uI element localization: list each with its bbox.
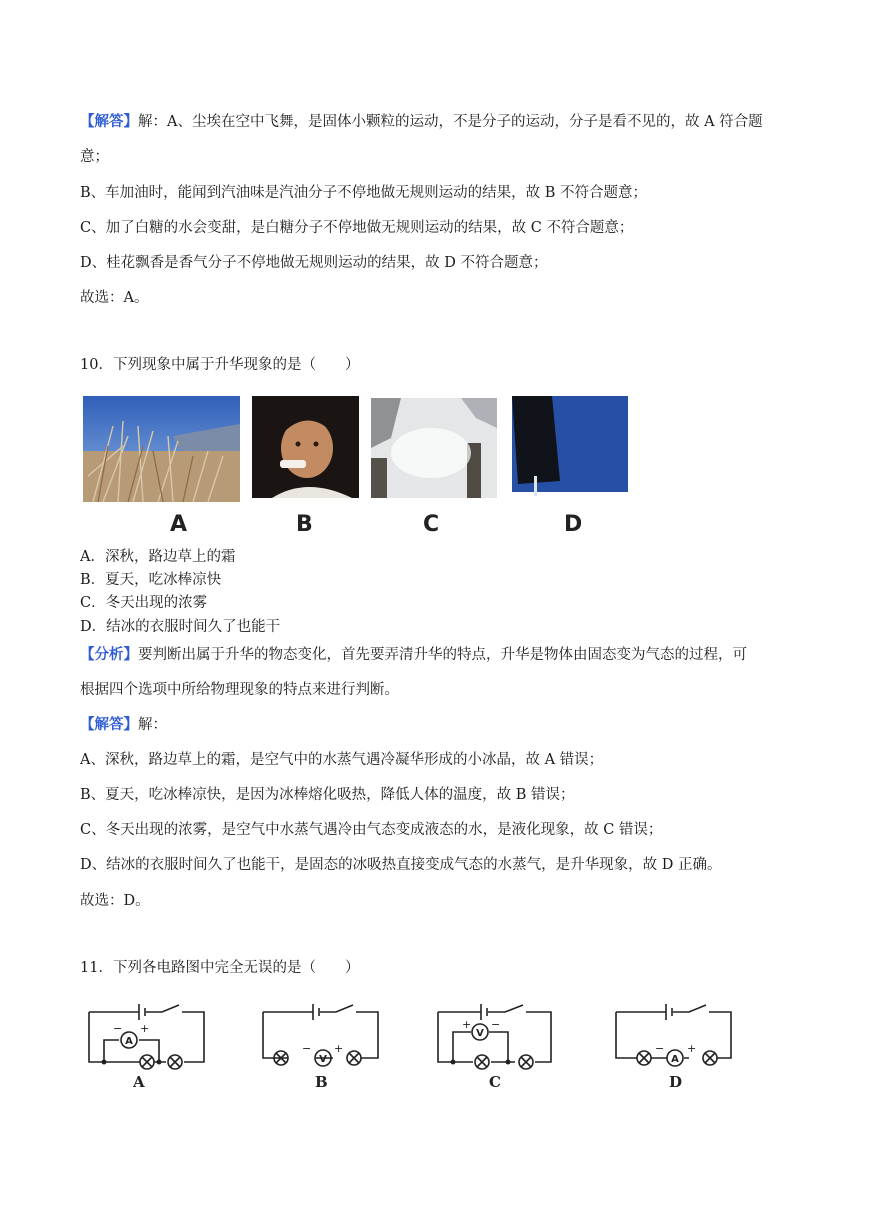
- analysis-tag: 【分析】: [80, 646, 138, 663]
- q10-answer-line-a: A、深秋，路边草上的霜，是空气中的水蒸气遇冷凝华形成的小冰晶，故 A 错误；: [80, 752, 604, 768]
- circuit-label-d: D: [669, 1073, 683, 1091]
- meter-symbol-b: V: [319, 1054, 327, 1065]
- minus-sign-a: −: [113, 1022, 123, 1035]
- q10-answer-line-c: C、冬天出现的浓雾，是空气中水蒸气遇冷由气态变成液态的水，是液化现象，故 C 错误；: [80, 822, 663, 838]
- q9-answer-line-1: 【解答】解：A、尘埃在空中飞舞，是固体小颗粒的运动，不是分子的运动，分子是看不见的，故 A 符合题: [80, 113, 763, 130]
- plus-sign-d: +: [687, 1042, 697, 1055]
- q9-choice: 故选：A。: [80, 290, 149, 306]
- photo-frozen-clothes: [512, 396, 628, 498]
- meter-symbol-a: A: [125, 1036, 133, 1047]
- q9-answer-line-2: B、车加油时，能闻到汽油味是汽油分子不停地做无规则运动的结果，故 B 不符合题意；: [80, 185, 648, 201]
- q10-choice: 故选：D。: [80, 893, 150, 909]
- circuit-label-a: A: [133, 1073, 145, 1091]
- q9-answer-line-1b: 意；: [80, 149, 109, 165]
- photo-frost-grass: [83, 396, 240, 502]
- photo-label-c: C: [423, 512, 440, 537]
- circuit-diagram-b: [258, 1000, 383, 1072]
- q9-answer-line-4: D、桂花飘香是香气分子不停地做无规则运动的结果，故 D 不符合题意；: [80, 255, 548, 271]
- plus-sign-a: +: [140, 1022, 150, 1035]
- q10-option-a: A．深秋，路边草上的霜: [80, 549, 236, 565]
- plus-sign-b: +: [334, 1042, 344, 1055]
- circuit-diagram-d: [611, 1000, 736, 1072]
- meter-symbol-d: A: [671, 1054, 679, 1065]
- circuit-diagram-c: [433, 1000, 558, 1072]
- minus-sign-d: −: [655, 1042, 665, 1055]
- q10-answer-head: 【解答】解：: [80, 716, 167, 733]
- photo-label-b: B: [296, 512, 313, 537]
- photo-fog: [371, 398, 497, 498]
- meter-symbol-c: V: [476, 1028, 484, 1039]
- q9-answer-line-3: C、加了白糖的水会变甜，是白糖分子不停地做无规则运动的结果，故 C 不符合题意；: [80, 220, 634, 236]
- photo-label-a: A: [170, 512, 188, 537]
- q10-answer-line-d: D、结冰的衣服时间久了也能干，是固态的冰吸热直接变成气态的水蒸气，是升华现象，故 D 正确。: [80, 857, 722, 873]
- q10-option-c: C．冬天出现的浓雾: [80, 595, 208, 611]
- circuit-label-c: C: [489, 1073, 501, 1091]
- minus-sign-c: −: [491, 1018, 501, 1031]
- q10-analysis-line-2: 根据四个选项中所给物理现象的特点来进行判断。: [80, 682, 399, 698]
- plus-sign-c: +: [462, 1018, 472, 1031]
- minus-sign-b: −: [302, 1042, 312, 1055]
- q10-option-d: D．结冰的衣服时间久了也能干: [80, 619, 281, 635]
- q10-option-b: B．夏天，吃冰棒凉快: [80, 572, 222, 588]
- q10-analysis-line-1: 【分析】要判断出属于升华的物态变化，首先要弄清升华的特点，升华是物体由固态变为气态的过程，可: [80, 646, 747, 663]
- photo-label-d: D: [564, 512, 583, 537]
- answer-tag: 【解答】: [80, 716, 138, 733]
- photo-child-popsicle: [252, 396, 359, 498]
- q10-stem: 10．下列现象中属于升华现象的是（ ）: [80, 357, 360, 373]
- circuit-diagram-a: [84, 1000, 209, 1072]
- answer-tag: 【解答】: [80, 113, 138, 130]
- q10-answer-line-b: B、夏天，吃冰棒凉快，是因为冰棒熔化吸热，降低人体的温度，故 B 错误；: [80, 787, 575, 803]
- q11-stem: 11．下列各电路图中完全无误的是（ ）: [80, 960, 360, 976]
- circuit-label-b: B: [315, 1073, 328, 1091]
